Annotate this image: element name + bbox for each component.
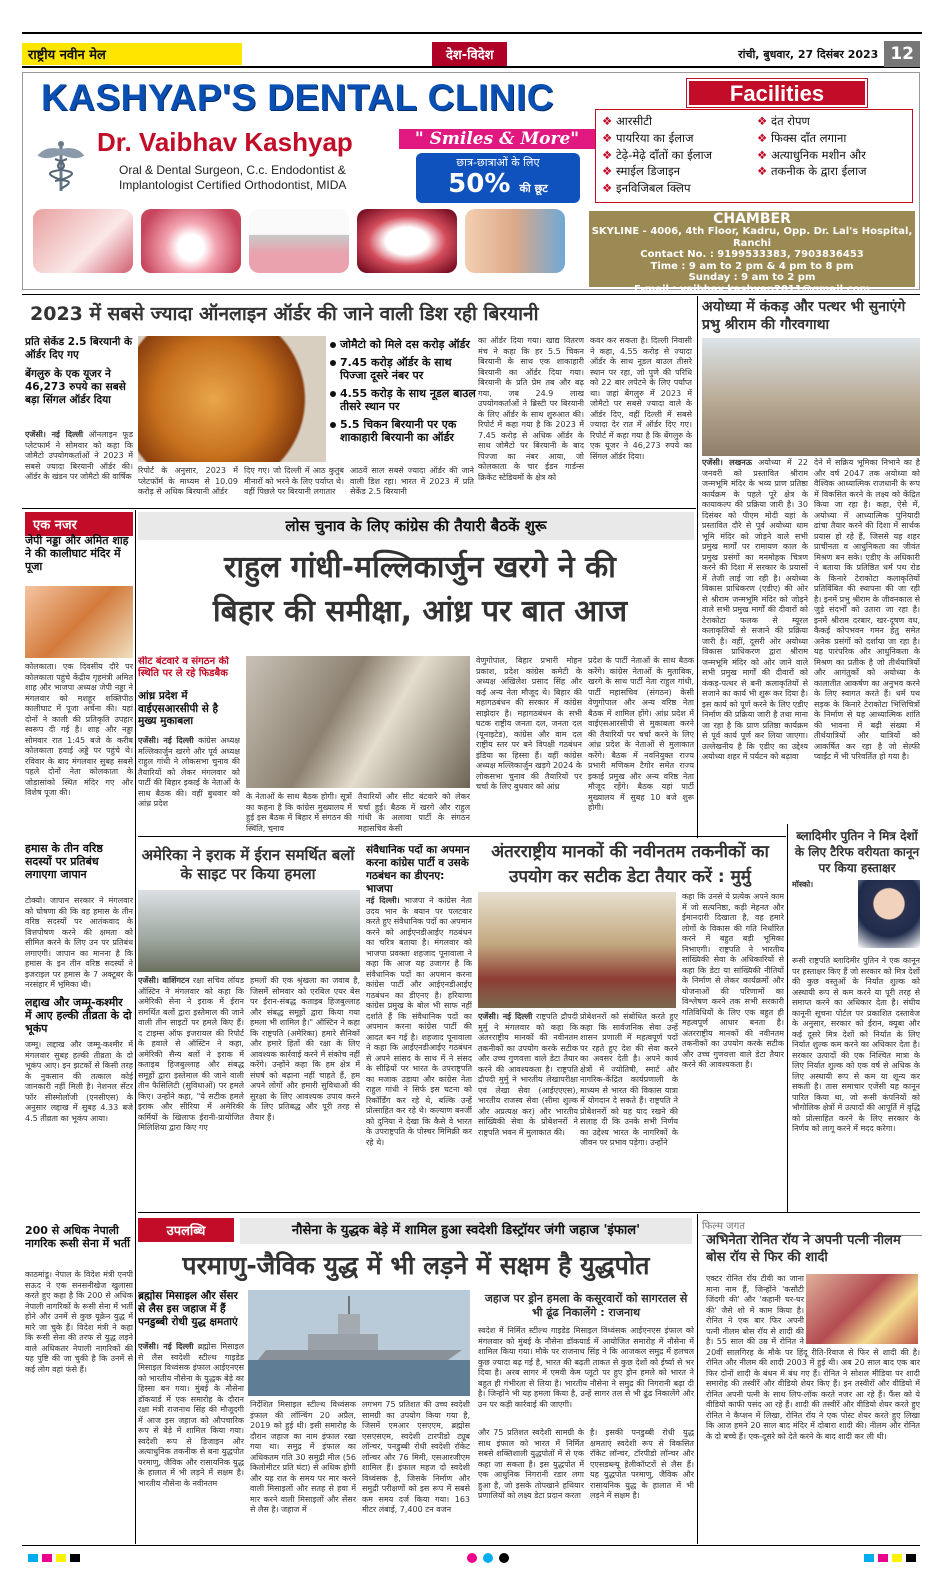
top-rule — [22, 32, 922, 34]
chamber-email: E-mail : vaibhav.kashyap2011@gmail.com — [633, 283, 871, 295]
biryani-dateline: एजेंसी। नई दिल्ली — [25, 430, 84, 439]
congress-kicker: लोस चुनाव के लिए कांग्रेस की तैयारी बैठकें शुरू — [138, 512, 694, 540]
biryani-col-4: आठवें साल सबसे ज्यादा ऑर्डर की जाने वाली डिश रहा। भारत में 2023 में प्रति सेकेंड 2.5 बिरयानी — [350, 466, 474, 496]
film-body-text: एक्टर रोनित रॉय टीवी का जाना माना नाम हैं, जिन्होंने 'कसौटी जिंदगी की' और 'कहानी घर-घर की' जैसे शो में काम किया है। रोनित ने एक बार फिर अपनी पत्नी नीलम बोस रॉय से शादी की है। 55 साल की उम्र में रोनित ने 20वीं सालगिरह के मौके पर हिंदू रीति-रिवाज से फिर से शादी की है। रोनित और नीलम की शादी 2003 में हुई थी। अब 20 साल बाद एक बार फिर दोनों शादी के बंधन में बंध गए हैं। रोनित ने सोशल मीडिया पर शादी समारोह की तस्वीरें और वीडियो शेयर किए हैं। इन तस्वीरों और वीडियो में रोनित अपनी पत्नी के साथ लिप-लॉक करते नजर आ रहे हैं। फैंस को ये वीडियो काफी पसंद आ रहे हैं। शादी की तस्वीरें और वीडियो शेयर करते हुए रोनित ने कैप्शन में लिखा, रोनित रॉय ने एक पोस्ट शेयर करते हुए लिखा कि आज हमने 20 साल बाद मंदिर में दोबारा शादी की। नीलम और रोनित के दो बच्चे हैं। एक-दूसरे को देते करने के बाद शादी कर ली थी। — [706, 1274, 920, 1441]
murmu-dateline: एजेंसी। नई दिल्ली — [478, 1012, 533, 1021]
congress-headline-2: बिहार की समीक्षा, आंध्र पर बात आज — [212, 594, 628, 629]
divider — [697, 296, 698, 838]
bjp-dateline: नई दिल्ली। — [366, 896, 400, 905]
congress-side-2: आंध्र प्रदेश में वाईएसआरसीपी से है मुख्य मुकाबला — [138, 690, 219, 727]
facility-item: ❖ स्माईल डिजाइन — [602, 164, 751, 181]
ek-nazar-item4-body: काठमांडू। नेपाल के विदेश मंत्री एनपी सऊद ने एक सनसनीखेज खुलासा करते हुए कहा है कि 200 से अधिक नेपाली नागरिकों के रूसी सेना में भर्ती होने और उनमें से कुछ यूक्रेन युद्ध में मारे जा चुके हैं। विदेश मंत्री ने कहा कि रूसी सेना की तरफ से युद्ध लड़ने वाले अधिकतर नेपाली नागरिकों की यह पुष्टि की जा चुकी है कि उनमें से कई लोग वहां फंसे हैं। — [25, 1270, 133, 1374]
congress-col-3: तैयारियों और सीट बंटवारे को लेकर चर्चा हुई। बैठक में खरगे और राहुल गांधी के अलावा पार्टी के संगठन महासचिव केसी — [358, 792, 470, 832]
film-tag: फिल्म जगत — [702, 1218, 922, 1236]
doctor-name: Dr. Vaibhav Kashyap — [97, 127, 353, 157]
putin-body: रूसी राष्ट्रपति ब्लादिमीर पुतिन ने एक कानून पर हस्ताक्षर किए हैं जो सरकार को मित्र देशों की कुछ वस्तुओं के निर्यात शुल्क को अस्थायी रूप से कम करने या पूरी तरह से समाप्त करने का अधिकार देता है। संघीय कानूनी सूचना पोर्टल पर प्रकाशित दस्तावेज के अनुसार, सरकार को ईरान, क्यूबा और कई दूसरे मित्र देशों को निर्यात के लिए निर्यात शुल्क कम करने का अधिकार देता है। सरकार उत्पादों की एक निश्चित मात्रा के लिए निर्यात शुल्क को एक वर्ष से अधिक के लिए अस्थायी रूप से कम या शून्य कर सकती है। तास समाचार एजेंसी यह कानून पारित किया था, जो रूसी कंपनियों को भौगोलिक क्षेत्रों में उत्पादों की आपूर्ति में वृद्धि को प्रोत्साहित करने के लिए सरकार के निर्णय को लागू करने में मदद करेगा। — [792, 956, 920, 1133]
congress-photo — [246, 656, 470, 788]
ins-col-2: निर्देशित मिसाइल स्टील्थ विध्वंसक इंफाल की लॉन्चिंग 20 अप्रैल, 2019 को हुई थी। इसी समारोह के दौरान जहाज का नाम इंफाल रखा गया था। समुद्र में इंफाल का अधिकतम गति 30 समुद्री मील (56 किलोमीटर प्रति घंटा) से अधिक होगी और यह रात के समय पर मार करने वाली मिसाइलों और सतह से हवा में मार करने वाली मिसाइलों और सेंसर से लैस है। जहाज में — [250, 1400, 356, 1514]
divider — [138, 1212, 920, 1213]
biryani-photo — [138, 336, 326, 462]
ins-kicker: नौसेना के युद्धक बेड़े में शामिल हुआ स्वदेशी डिस्ट्रॉयर जंगी जहाज 'इंफाल' — [240, 1218, 692, 1244]
ayodhya-dateline: एजेंसी। लखनऊ — [702, 458, 752, 467]
braces-photo — [141, 209, 241, 273]
bullet-item: 5.5 चिकन बिरयानी पर एक शाकाहारी बिरयानी का ऑर्डर — [328, 418, 478, 444]
ins-col-4: स्वदेश में निर्मित स्टील्थ गाइडेड मिसाइल विध्वंसक आईएनएस इंफाल को मंगलवार को मुंबई के नौसेना डॉकयार्ड में आयोजित समारोह में नौसेना में शामिल किया गया। मौके पर राजनाथ सिंह ने कि आजकल समुद्र में हलचल कुछ ज्यादा बढ़ गई है, भारत की बढ़ती ताकत से कुछ देशों को ईर्ष्या से भर दिया है। अरब सागर में एमवी केम प्लूटो पर हुए ड्रोन हमले को भारत ने बहुत ही गंभीरता से लिया है। भारतीय नौसेना ने समुद्र की निगरानी बढ़ा दी है। जिन्होंने भी यह हमला किया है, उन्हें सागर तल से भी ढूंढ निकालेंगे और उन पर कड़ी कार्रवाई की जाएगी। — [478, 1326, 694, 1409]
murmu-photo — [478, 892, 676, 1008]
dental-photos — [33, 209, 565, 273]
ins-col-6: है। इसकी पनडुब्बी रोधी युद्ध क्षमताएं स्वदेशी रूप से विकसित रॉकेट लॉन्चर, टॉरपीडो लॉन्चर और एएसडब्ल्यू हेलीकॉप्टरों से लैस हैं। यह युद्धपोत परमाणु, जैविक और रासायनिक युद्ध के हालात में भी लड़ने में सक्षम है। — [590, 1428, 694, 1500]
bullet-item: जोमैटो को मिले दस करोड़ ऑर्डर — [328, 338, 478, 351]
facilities-title: Facilities — [687, 79, 867, 107]
divider — [135, 510, 136, 1544]
paper-name: राष्ट्रीय नवीन मेल — [22, 43, 242, 65]
bullet-item: 7.45 करोड़ ऑर्डर के साथ पिज्जा दूसरे नंबर पर — [328, 356, 478, 382]
congress-col-2: के नेताओं के साथ बैठक होगी। सूत्रों का कहना है कि कांग्रेस मुख्यालय में हुई इस बैठक में बिहार में संगठन की स्थिति, चुनाव — [246, 792, 352, 832]
caduceus-icon — [33, 139, 89, 193]
murmu-col-4: कहा कि उनसे ये प्रत्येक अपने काम में जो सत्यनिष्ठा, कड़ी मेहनत और ईमानदारी दिखाता है, वह हमारे लोगों के विकास की गति निर्धारित करने में बहुत बड़ी भूमिका निभाएगी। राष्ट्रपति ने भारतीय सांख्यिकी सेवा के अधिकारियों से कहा कि डेटा या सांख्यिकी नीतियों के निर्माण से लेकर कार्यक्रमों और योजनाओं की परिणामों का विश्लेषण करने तक सभी सरकारी गतिविधियों के लिए एक बहुत ही महत्वपूर्ण आधार बनता है। अंतरराष्ट्रीय मानकों की नवीनतम तकनीकों का उपयोग करके सटीक और उच्च गुणवत्ता वाले डेटा तैयार करने की आवश्यकता है। — [682, 892, 784, 1069]
putin-headline: ब्लादिमीर पुतिन ने मित्र देशों के लिए टैरिफ वरीयता कानून पर किया हस्ताक्षर — [794, 829, 920, 875]
facility-item: ❖ आरसीटी — [602, 114, 751, 131]
film-photo-spacer — [804, 1274, 920, 1346]
biryani-bullets — [328, 338, 478, 449]
divider — [22, 508, 696, 509]
divider — [787, 824, 788, 1212]
biryani-col-6: कवर कर सकता है। दिल्ली निवासी ने कहा, 4.55 करोड़ से ज्यादा ऑर्डर के साथ नूडल बाउल तीसरे स्थान पर रहा, जो पुणे की परिधि को 22 बार लपेटने के लिए पर्याप्त था। जहां बेंगलुरु में 2023 में जोमैटो पर सबसे ज्यादा वाले के ऑर्डर दिए, वहीं दिल्ली में सबसे ज्यादा देर रात में ऑर्डर दिए गए। रिपोर्ट में कहा गया है कि बेंगलुरु के एक यूजर ने 46,273 रुपये का सिंगल ऑर्डर दिया। — [590, 336, 692, 461]
smile-photo — [357, 209, 457, 273]
facility-item: ❖ टेढ़े-मेढ़े दाँतों का ईलाज — [602, 148, 751, 165]
credentials — [119, 163, 346, 193]
facilities-list — [595, 109, 913, 203]
facility-item: ❖ तकनीक के द्वारा ईलाज — [757, 164, 906, 181]
credentials-line-2: Implantologist Certified Orthodontist, MIDA — [119, 178, 347, 192]
ins-dateline: एजेंसी। नई दिल्ली — [138, 1342, 194, 1351]
ins-headline: परमाणु-जैविक युद्ध में भी लड़ने में सक्षम है युद्धपोत — [182, 1251, 650, 1280]
bjp-headline: संवैधानिक पदों का अपमान करना कांग्रेस पार्टी व उसके गठबंधन का डीएनए: भाजपा — [366, 844, 470, 895]
ek-nazar-item2-body: टोक्यो। जापान सरकार ने मंगलवार को घोषणा की कि वह हमास के तीन वरिष्ठ सदस्यों पर आतंकवाद के वित्तपोषण करने की क्षमता को सीमित करने के लिए उन पर प्रतिबंध लगाएगी। जापान का मानना है कि हमास के इन तीन वरिष्ठ सदस्यों ने इजराइल पर हमास के 7 अक्टूबर के नरसंहार में भूमिका थी। — [25, 896, 133, 988]
offer-percent: 50% — [448, 169, 511, 199]
biryani-side-2: बेंगलुरु के एक यूजर ने 46,273 रुपये का सबसे बड़ा सिंगल ऑर्डर दिया — [25, 368, 126, 406]
ins-tag: उपलब्धि — [138, 1218, 234, 1242]
offer-percent-wrap — [416, 170, 580, 203]
bjp-body-text: भाजपा ने कांग्रेस नेता उदय भान के बयान पर पलटवार करते हुए संवैधानिक पदों का अपमान करने को आईएनडीआईए गठबंधन का चरित्र बताया है। मंगलवार को भाजपा प्रवक्ता शहजाद पूनावाला ने कहा कि आज यह उजागर है कि संवैधानिक पदों का अपमान करना कांग्रेस पार्टी और आईएनडीआईए गठबंधन का डीएनए है। हरियाणा कांग्रेस प्रमुख के बोल भी साफ नहीं दर्शाते हैं कि संवैधानिक पदों का अपमान करना कांग्रेस पार्टी की आदत बन गई है। शहजाद पूनावाला ने कहा कि आईएनडीआईए गठबंधन से अपने सांसद के साथ में ने संसद के सीढ़ियों पर भारत के उपराष्ट्रपति का मजाक उड़ाया और कांग्रेस नेता राहुल गांधी ने सिर्फ इस घटना को रिकॉर्डिंग कर रहे थे, बल्कि उन्हें प्रोत्साहित कर रहे थे। कल्याण बनर्जी को दुनिया ने देखा कि कैसे वे भारत के उपराष्ट्रपति के पोस्चर मिमिक्री कर रहे थे। — [366, 896, 472, 1147]
film-body — [706, 1274, 920, 1542]
america-col-2: हमलों की एक श्रृंखला का जवाब है, जिसमें सोमवार को एरबिल एयर बेस पर ईरान-संबद्ध कताइब हिजबुल्लाह और संबद्ध समूहों द्वारा किया गया हमला भी शामिल है।" ऑस्टिन ने कहा कि राष्ट्रपति (अमेरिका) हमारे सैनिकों और हमारे हितों की रक्षा के लिए आवश्यक कार्रवाई करने में संकोच नहीं करेंगे। उन्होंने कहा कि हम क्षेत्र में संघर्ष को बढ़ाना नहीं चाहते हैं, हम अपने लोगों और हमारी सुविधाओं की सुरक्षा के लिए आवश्यक उपाय करने के लिए प्रतिबद्ध और पूरी तरह से तैयार हैं। — [250, 976, 360, 1122]
chamber-sunday: Sunday : 9 am to 2 pm — [688, 272, 816, 283]
color-registration-bar — [22, 1552, 922, 1564]
facility-item: ❖ पायरिया का ईलाज — [602, 131, 751, 148]
implant-photo — [249, 209, 349, 273]
ek-nazar-item2-head: हमास के तीन वरिष्ठ सदस्यों पर प्रतिबंध लगाएगा जापान — [25, 842, 103, 881]
section-label: देश-विदेश — [432, 42, 507, 66]
ins-sub-headline: जहाज पर ड्रोन हमला के कसूरवारों को सागरतल से भी ढूंढ निकालेंगे : राजनाथ — [484, 1292, 688, 1319]
biryani-col-3: दिए गए। जो दिल्ली में आठ कुतुब मीनारों को भरने के लिए पर्याप्त थे। वहीं पिछले पर बिरयानी लगातार — [244, 466, 344, 496]
congress-col-1 — [138, 736, 240, 820]
biryani-body-1: ऑनलाइन फूड प्लेटफार्म ने सोमवार को कहा कि जोमैटो उपयोगकर्ताओं ने 2023 में सबसे ज्यादा बिरयानी ऑर्डर की। ऑर्डर के खंडन पर जोमैटो की वार्षिक — [25, 430, 133, 481]
facility-item: ❖ अत्याधुनिक मशीन और — [757, 148, 906, 165]
offer-line: छात्र-छात्राओं के लिए — [456, 156, 540, 169]
dateline: रांची, बुधवार, 27 दिसंबर 2023 — [738, 47, 879, 61]
putin-dateline: मॉस्को। — [792, 880, 814, 889]
congress-side-1: सीट बंटवारे व संगठन की स्थिति पर ले रहे फिडबैक — [138, 656, 229, 679]
ek-nazar-photo — [25, 586, 133, 658]
putin-col-1 — [792, 892, 856, 952]
murmu-col-1 — [478, 1012, 578, 1208]
congress-headline — [145, 546, 695, 634]
biryani-col-5: का ऑर्डर दिया गया। खाद्य वितरण मंच ने कहा कि हर 5.5 चिकन बिरयानी के साथ एक शाकाहारी बिरयानी का ऑर्डर दिया गया। बिरयानी के प्रति प्रेम तब और बढ़ गया, जब 24.9 लाख उपयोगकर्ताओं ने ब्रिस्टी पर बिरयानी के लिए ऑर्डर के साथ शुरुआत की। रिपोर्ट में कहा गया है कि 2023 में 7.45 करोड़ से अधिक ऑर्डर के साथ जोमैटो पर बिरयानी के बाद पिज्जा का नंबर आया, जो कोलकाता के चार ईडन गार्डन्स क्रिकेट स्टेडियमों के क्षेत्र को — [478, 336, 584, 482]
ek-nazar-item3-head: लद्दाख और जम्मू-कश्मीर में आए हल्की तीव्रता के दो भूकंप — [25, 996, 132, 1035]
ship-icon — [248, 1290, 470, 1396]
ek-nazar-item1-head: जेपी नड्डा और अमित शाह ने की कालीघाट मंदिर में पूजा — [25, 534, 129, 573]
chamber-title: CHAMBER — [713, 211, 791, 227]
ins-body-1: ब्रह्मोस मिसाइल से लैस स्वदेशी स्टील्थ गाइडेड मिसाइल विध्वंसक इंफाल आईएनएस को भारतीय नौसेना के युद्धक बेड़े का हिस्सा बन गया। मुंबई के नौसेना डॉकयार्ड में एक समारोह के दौरान रक्षा मंत्री राजनाथ सिंह की मौजूदगी में आज इस जहाज को औपचारिक रूप से बेड़े में शामिल किया गया। स्वदेशी रूप से डिजाइन और अत्याधुनिक तकनीक से बना युद्धपोत परमाणु, जैविक और रासायनिक युद्ध के हालात में भी लड़ने में सक्षम है। भारतीय नौसेना के नवीनतम — [138, 1342, 244, 1488]
divider — [22, 294, 920, 295]
biryani-headline: 2023 में सबसे ज्यादा ऑनलाइन ऑर्डर की जाने वाली डिश रही बिरयानी — [30, 303, 539, 325]
facility-item: ❖ फिक्स दाँत लगाना — [757, 131, 906, 148]
ek-nazar-item3-body: जम्मू। लद्दाख और जम्मू-कश्मीर में मंगलवार सुबह हल्की तीव्रता के दो भूकंप आए। इन झटकों से किसी तरह के नुकसान की तत्काल कोई जानकारी नहीं मिली है। नेशनल सेंटर फॉर सीस्मोलॉजी (एनसीएस) के अनुसार लद्दाख में सुबह 4.33 बजे 4.5 तीव्रता का भूकंप आया। — [25, 1040, 133, 1123]
slogan: " Smiles & More" — [399, 129, 595, 149]
congress-headline-1: राहुल गांधी-मल्लिकार्जुन खरगे ने की — [224, 550, 616, 585]
bjp-body — [366, 896, 472, 1206]
ek-nazar-item4-head: 200 से अधिक नेपाली नागरिक रूसी सेना में भर्ती — [25, 1224, 130, 1250]
divider — [138, 836, 786, 837]
ayodhya-photo — [702, 338, 920, 456]
ayodhya-body-1: अयोध्या में 22 जनवरी को प्रस्तावित श्रीराम जन्मभूमि मंदिर के भव्य प्राण प्रतिष्ठा कार्यक्रम के पहले पूरे क्षेत्र के कायाकल्प की प्रक्रिया जारी है। 30 दिसंबर को पीएम मोदी यहां के प्रस्तावित दौरे से पूर्व अयोध्या धाम भूमि मंदिर को जोड़ने वाले सभी प्रमुख मार्गों पर रामायण काल के प्रमुख प्रसंगों का मनमोहक चित्रण करने की दिशा में सरकार के प्रयासों में तेजी लाई जा रही है। अयोध्या विकास प्राधिकरण (एडीए) की ओर से श्रीराम जन्मभूमि मंदिर को जोड़ने वाले सभी प्रमुख मार्गों की दीवारों को टेराकोटा फलक से म्यूरल कलाकृतियों से सजाने की प्रक्रिया जारी है। वहीं, दूसरी ओर अयोध्या विकास प्राधिकरण द्वारा श्रीराम जन्मभूमि मंदिर को ओर जाने वाले सभी प्रमुख मार्गों की दीवारों को कंकड़-पत्थर से बनी कलाकृतियों से सजाने का कार्य भी शुरू कर दिया है। इस कार्य को पूर्ण करने के लिए एडीए निर्माण की प्रक्रिया जारी है तथा माना जा रहा है कि प्राण प्रतिष्ठा कार्यक्रम से पूर्व कार्य पूर्ण कर लिया जाएगा। उल्लेखनीय है कि एडीए का उद्देश्य अयोध्या शहर में पर्यटन को बढ़ावा — [702, 458, 808, 761]
murmu-col-2: प्रोबेशनरों को संबोधित करते हुए कहा कि सार्वजनिक सेवा उन्हें शासन प्रणाली में महत्वपूर्ण पदों पर रहते हुए देश की सेवा करने का अवसर देती है। अपने कार्य क्षेत्रों में ज्योतिषी, स्मार्ट और नागरिक-केंद्रित कार्यप्रणाली के माध्यम से भारत की विकास यात्रा में योगदान दे सकते हैं। राष्ट्रपति ने प्रोबेशनरों को यह याद रखने की सलाह दी कि उनके सभी निर्णय का उद्देश्य भारत के नागरिकों के जीवन पर प्रभाव पड़ेगा। उन्होंने — [580, 1012, 678, 1147]
murmu-body-2: राष्ट्रपति द्रौपदी मुर्मु ने मंगलवार को कहा कि अंतरराष्ट्रीय मानकों की नवीनतम तकनीकों का उपयोग करके सटीक और उच्च गुणवत्ता वाले डेटा तैयार करने की आवश्यकता है। राष्ट्रपति द्रौपदी मुर्मु ने भारतीय लेखापरीक्षा एवं लेखा सेवा (आईएएएस), भारतीय राजस्व सेवा (सीमा शुल्क और अप्रत्यक्ष कर) और भारतीय सांख्यिकी सेवा के प्रोबेशनरों ने राष्ट्रपति भवन में मुलाकात की। — [478, 1012, 578, 1137]
ins-col-1 — [138, 1342, 244, 1542]
america-col-1 — [138, 976, 244, 1206]
america-body-1: रक्षा सचिव लॉयड ऑस्टिन ने मंगलवार को कहा कि अमेरिकी सेना ने इराक में ईरान समर्थित बलों द्वारा इस्तेमाल की जाने वाली तीन साइटों पर हमले किए हैं। द टाइम्स ऑफ इजरायल की रिपोर्ट के हवाले से ऑस्टिन ने कहा, अमेरिकी सैन्य बलों ने इराक में कताइब हिजबुल्लाह और संबद्ध समूहों द्वारा इस्तेमाल की जाने वाली तीन फैसिलिटी (सुविधाओं) पर हमले किए। उन्होंने कहा, "ये सटीक हमले इराक और सीरिया में अमेरिकी कर्मियों के खिलाफ ईरानी-प्रायोजित मिलिशिया द्वारा किए गए — [138, 976, 244, 1132]
bullet-item: 4.55 करोड़ के साथ नूडल बाउल तीसरे स्थान पर — [328, 387, 478, 413]
divider — [22, 1545, 920, 1546]
dentures-photo — [33, 209, 133, 273]
ins-col-3: लगभग 75 प्रतिशत की उच्च स्वदेशी सामग्री का उपयोग किया गया है, जिसमें एमआर एसएएम, ब्रह्मोस एसएसएम, स्वदेशी टारपीडो ट्यूब लॉन्चर, पनडुब्बी रोधी स्वदेशी रॉकेट लॉन्चर और 76 मिमी, एसआरजीएम शामिल हैं। इंफाल महज दो स्वदेशी विध्वंसक है, जिसके निर्माण और समुद्री परीक्षणों को इस रूप में सबसे कम समय दर्ज किया गया। 163 मीटर लंबाई, 7,400 टन वजन — [362, 1400, 470, 1514]
congress-col-5: प्रदेश के पार्टी नेताओं के साथ बैठक करेंगे। कांग्रेस नेताओं के मुताबिक, खरगे के साथ पार्टी नेता राहुल गांधी, पार्टी महासचिव (संगठन) केसी वेणुगोपाल और अन्य वरिष्ठ नेता बैठक में शामिल होंगे। आंध्र प्रदेश में वाईएसआरसीपी से मुकाबला करने की तैयारियों पर चर्चा करने के लिए आंध्र प्रदेश के नेताओं से मुलाकात करेंगे। बैठक में नवनियुक्त राज्य प्रभारी मणिकम टैगोर समेत राज्य इकाई प्रमुख और अन्य वरिष्ठ नेता मौजूद रहेंगे। बैठक यहां पार्टी मुख्यालय में सुबह 10 बजे शुरू होगी। — [588, 656, 694, 812]
putin-photo — [858, 880, 920, 948]
offer-suffix: की छूट — [519, 182, 548, 195]
chamber-address: SKYLINE - 4006, 4th Floor, Kadru, Opp. Dr. Lal's Hospital, Ranchi — [591, 226, 913, 249]
masthead — [22, 42, 920, 68]
facility-item: ❖ दंत रोपण — [757, 114, 906, 131]
ins-col-5: और 75 प्रतिशत स्वदेशी सामग्री के साथ इंफाल को भारत में निर्मित सबसे शक्तिशाली युद्धपोतों में से एक कहा जा सकता है। इस युद्धपोत में एक आधुनिक निगरानी रडार लगा हुआ है, जो इसके तोपखाने हथियार प्रणालियों को लक्ष्य डेटा प्रदान करता — [478, 1428, 584, 1500]
biryani-col-2: रिपोर्ट के अनुसार, 2023 में प्लेटफॉर्म के माध्यम से 10.09 करोड़ से अधिक बिरयानी ऑर्डर — [138, 466, 238, 496]
facility-item: ❖ इनविजिबल क्लिप — [602, 181, 751, 198]
offer-badge — [416, 153, 580, 203]
ek-nazar-tag: एक नजर — [25, 512, 133, 536]
credentials-line-1: Oral & Dental Surgeon, C.c. Endodontist & — [119, 163, 346, 177]
congress-col-4: वेणुगोपाल, बिहार प्रभारी मोहन प्रकाश, प्रदेश कांग्रेस कमेटी के अध्यक्ष अखिलेश प्रसाद सिंह और कई अन्य नेता मौजूद थे। बिहार की महागठबंधन की सरकार में कांग्रेस साझेदार है। महागठबंधन के सभी घटक राष्ट्रीय जनता दल, जनता दल (यूनाइटेड), कांग्रेस और वाम दल राष्ट्रीय स्तर पर बने विपक्षी गठबंधन इंडिया का हिस्सा हैं। वहीं कांग्रेस अध्यक्ष मल्लिकार्जुन खड़गे 2024 के लोकसभा चुनाव की तैयारियों पर चर्चा के लिए बुधवार को आंध्र — [476, 656, 582, 791]
ayodhya-headline: अयोध्या में कंकड़ और पत्थर भी सुनाएंगे प्रभु श्रीराम की गौरवगाथा — [702, 299, 906, 333]
america-headline: अमेरिका ने इराक में ईरान समर्थित बलों के साइट पर किया हमला — [141, 846, 355, 883]
congress-body-1: कांग्रेस अध्यक्ष मल्लिकार्जुन खरगे और पूर्व अध्यक्ष राहुल गांधी ने लोकसभा चुनाव की तैयारियों को लेकर मंगलवार को पार्टी की बिहार इकाई के नेताओं के साथ बैठक की। वहीं बुधवार को आंध्र प्रदेश — [138, 736, 240, 808]
child-patient-photo — [465, 209, 565, 273]
page-number: 12 — [884, 41, 920, 67]
america-dateline: एजेंसी। वाशिंगटन — [138, 976, 190, 985]
ins-side: ब्रह्मोस मिसाइल और सेंसर से लैस इस जहाज में हैं पनडुब्बी रोधी युद्ध क्षमताएं — [138, 1290, 238, 1328]
ayodhya-col-2: देने में सक्रिय भूमिका निभाने का है और वर्ष 2047 तक अयोध्या को वैश्विक आध्यात्मिक राजधानी के रूप में विकसित करने के लक्ष्य को केंद्रित किया जा रहा है। कहा, ऐसे में, अयोध्या में आध्यात्मिक पुनियादी ढांचा तैयार करने की दिशा में सार्थक प्रयास हो रहे हैं, जिससे यह शहर प्राचीनता व आधुनिकता का जीवंत मिश्रण बन सके। एडीए के अधिकारी ने बताया कि प्रतिष्ठित धर्म पथ रोड के किनारे टेराकोटा कलाकृतियों प्रतिविंबित की स्थापना की जा रही है। इनमें प्रभु श्रीराम के जीवनकाल से जुड़े संदर्भों को उतारा जा रहा है। इनमें श्रीराम दरबार, खर-दूषण वध, कैकई कोपभवन गमन हेतु समेत अनेक प्रसंगों को दर्शाया जा रहा है। यह पारंपरिक और आधुनिकता के मिश्रण का प्रतीक है जो तीर्थयात्रियों और आगंतुकों को अयोध्या के कालातीत आकर्षण का अनुभव करने के लिए स्वागत करते हैं। धर्म पथ सड़क के किनारे टेराकोटा भित्तिचित्रों के निर्माण से यह आध्यात्मिक शांति की भावना में बढ़ी संख्या में तीर्थयात्रियों और यात्रियों को आकर्षित कर रहा है जो सेल्फी प्वाईंट में भी परिवर्तित हो गया है। — [814, 458, 920, 761]
ayodhya-col-1 — [702, 458, 808, 832]
chamber-box — [589, 211, 915, 295]
biryani-side-1: प्रति सेकेंड 2.5 बिरयानी के ऑर्डर दिए गए — [25, 336, 133, 361]
chamber-contact: Contact No. : 9199533383, 7903836453 — [640, 249, 864, 260]
film-headline: अभिनेता रोनित रॉय ने अपनी पत्नी नीलम बोस रॉय से फिर की शादी — [706, 1233, 901, 1265]
ek-nazar-item1-body: कोलकाता। एक दिवसीय दौरे पर कोलकाता पहुंचे केंद्रीय गृहमंत्री अमित शाह और भाजपा अध्यक्ष जेपी नड्डा ने मंगलवार को मशहूर शक्तिपीठ कालीघाट में पूजा अर्चना की। यहां दोनों ने काली की प्रतिकृति उपहार स्वरूप दी गई है। शाह और नड्डा सोमवार रात 1:45 बजे के करीब कोलकाता हवाई अड्डे पर पहुंचे थे। रविवार के बाद मंगलवार सुबह सबसे पहले दोनों नेता कोलकाता के जोड़ासांको स्थित मंदिर गए और विशेष पूजा की। — [25, 662, 133, 797]
dental-clinic-ad — [22, 72, 920, 295]
divider — [697, 1214, 698, 1544]
chamber-time: Time : 9 am to 2 pm & 4 pm to 8 pm — [650, 260, 854, 272]
biryani-col-1 — [25, 430, 133, 502]
clinic-name: KASHYAP'S DENTAL CLINIC — [41, 77, 555, 118]
america-photo — [138, 890, 360, 972]
murmu-headline: अंतरराष्ट्रीय मानकों की नवीनतम तकनीकों का उपयोग कर सटीक डेटा तैयार करें : मुर्मु — [491, 842, 769, 887]
congress-dateline: एजेंसी। नई दिल्ली — [138, 736, 194, 745]
